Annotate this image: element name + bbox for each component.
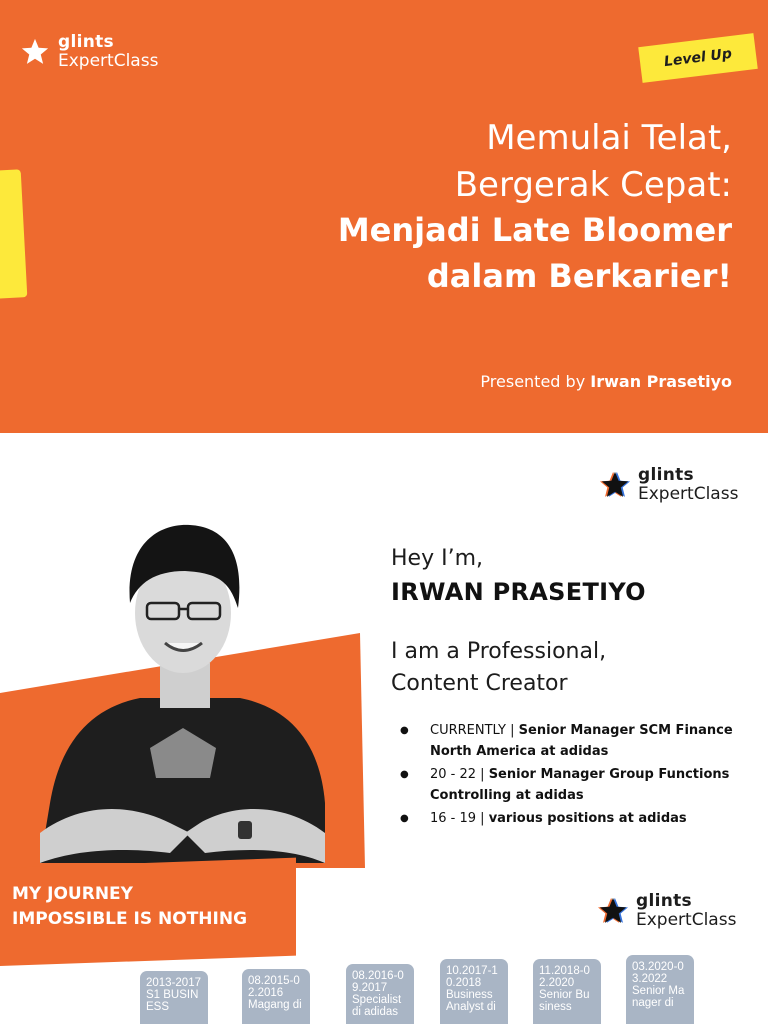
timeline-card [533, 959, 601, 1024]
list-item [400, 764, 740, 806]
journey-heading-line-2: IMPOSSIBLE IS NOTHING [12, 909, 248, 929]
timeline-desc: S1 BUSINESS [146, 989, 199, 1013]
logo-product: ExpertClass [58, 51, 159, 71]
star-icon [600, 470, 630, 500]
presented-by [480, 372, 732, 391]
timeline-desc: Senior Manager di [632, 985, 685, 1009]
level-up-badge: Level Up [638, 33, 758, 83]
timeline-date: 11.2018-02.2020 [539, 965, 590, 989]
timeline-card [346, 964, 414, 1024]
list-item [400, 808, 740, 829]
timeline-date: 03.2020-03.2022 [632, 961, 684, 985]
logo-product: ExpertClass [638, 484, 739, 504]
presenter-name: Irwan Prasetiyo [590, 372, 732, 391]
timeline-desc: Business Analyst di [446, 989, 496, 1013]
role-line-1: I am a Professional, [391, 639, 607, 664]
bullet-bold: Senior Manager Group Functions Controlling at adidas [430, 767, 730, 803]
bullet-lead: 20 - 22 | [430, 767, 489, 782]
title-line-4: dalam Berkarier! [426, 257, 732, 295]
timeline-desc: Specialist di adidas [352, 994, 402, 1018]
role-line-2: Content Creator [391, 671, 568, 696]
star-icon [598, 896, 628, 926]
presented-prefix: Presented by [480, 372, 586, 391]
title-slide [0, 0, 768, 433]
journey-heading [12, 882, 247, 932]
profile-slide [0, 433, 768, 1024]
bullet-lead: CURRENTLY | [430, 723, 519, 738]
timeline-card [626, 955, 694, 1024]
timeline-date: 08.2016-09.2017 [352, 970, 404, 994]
timeline-date: 10.2017-10.2018 [446, 965, 498, 989]
bullet-bold: various positions at adidas [488, 811, 687, 826]
speaker-role [391, 636, 606, 700]
decorative-tab [0, 169, 27, 298]
logo-brand: glints [58, 32, 114, 52]
glints-logo [20, 34, 158, 70]
career-list [400, 720, 740, 831]
timeline-date: 08.2015-02.2016 [248, 975, 300, 999]
logo-product: ExpertClass [636, 910, 737, 930]
timeline-desc: Senior Business [539, 989, 590, 1013]
speaker-photo [20, 503, 340, 863]
journey-heading-line-1: MY JOURNEY [12, 884, 133, 904]
timeline-card [140, 971, 208, 1024]
speaker-name: IRWAN PRASETIYO [391, 578, 646, 606]
timeline-date: 2013-2017 [146, 977, 201, 989]
timeline-desc: Magang di [248, 999, 302, 1011]
title-line-1: Memulai Telat, [486, 118, 732, 158]
logo-brand: glints [636, 891, 692, 911]
greeting: Hey I’m, [391, 546, 483, 571]
timeline-card [242, 969, 310, 1024]
glints-logo [598, 893, 736, 929]
bullet-bold: Senior Manager SCM Finance North America at adidas [430, 723, 733, 759]
list-item [400, 720, 740, 762]
star-icon [20, 37, 50, 67]
title-line-2: Bergerak Cepat: [454, 165, 732, 205]
glints-logo [600, 467, 738, 503]
title-line-3: Menjadi Late Bloomer [337, 211, 732, 249]
timeline-card [440, 959, 508, 1024]
logo-brand: glints [638, 465, 694, 485]
bullet-lead: 16 - 19 | [430, 811, 489, 826]
